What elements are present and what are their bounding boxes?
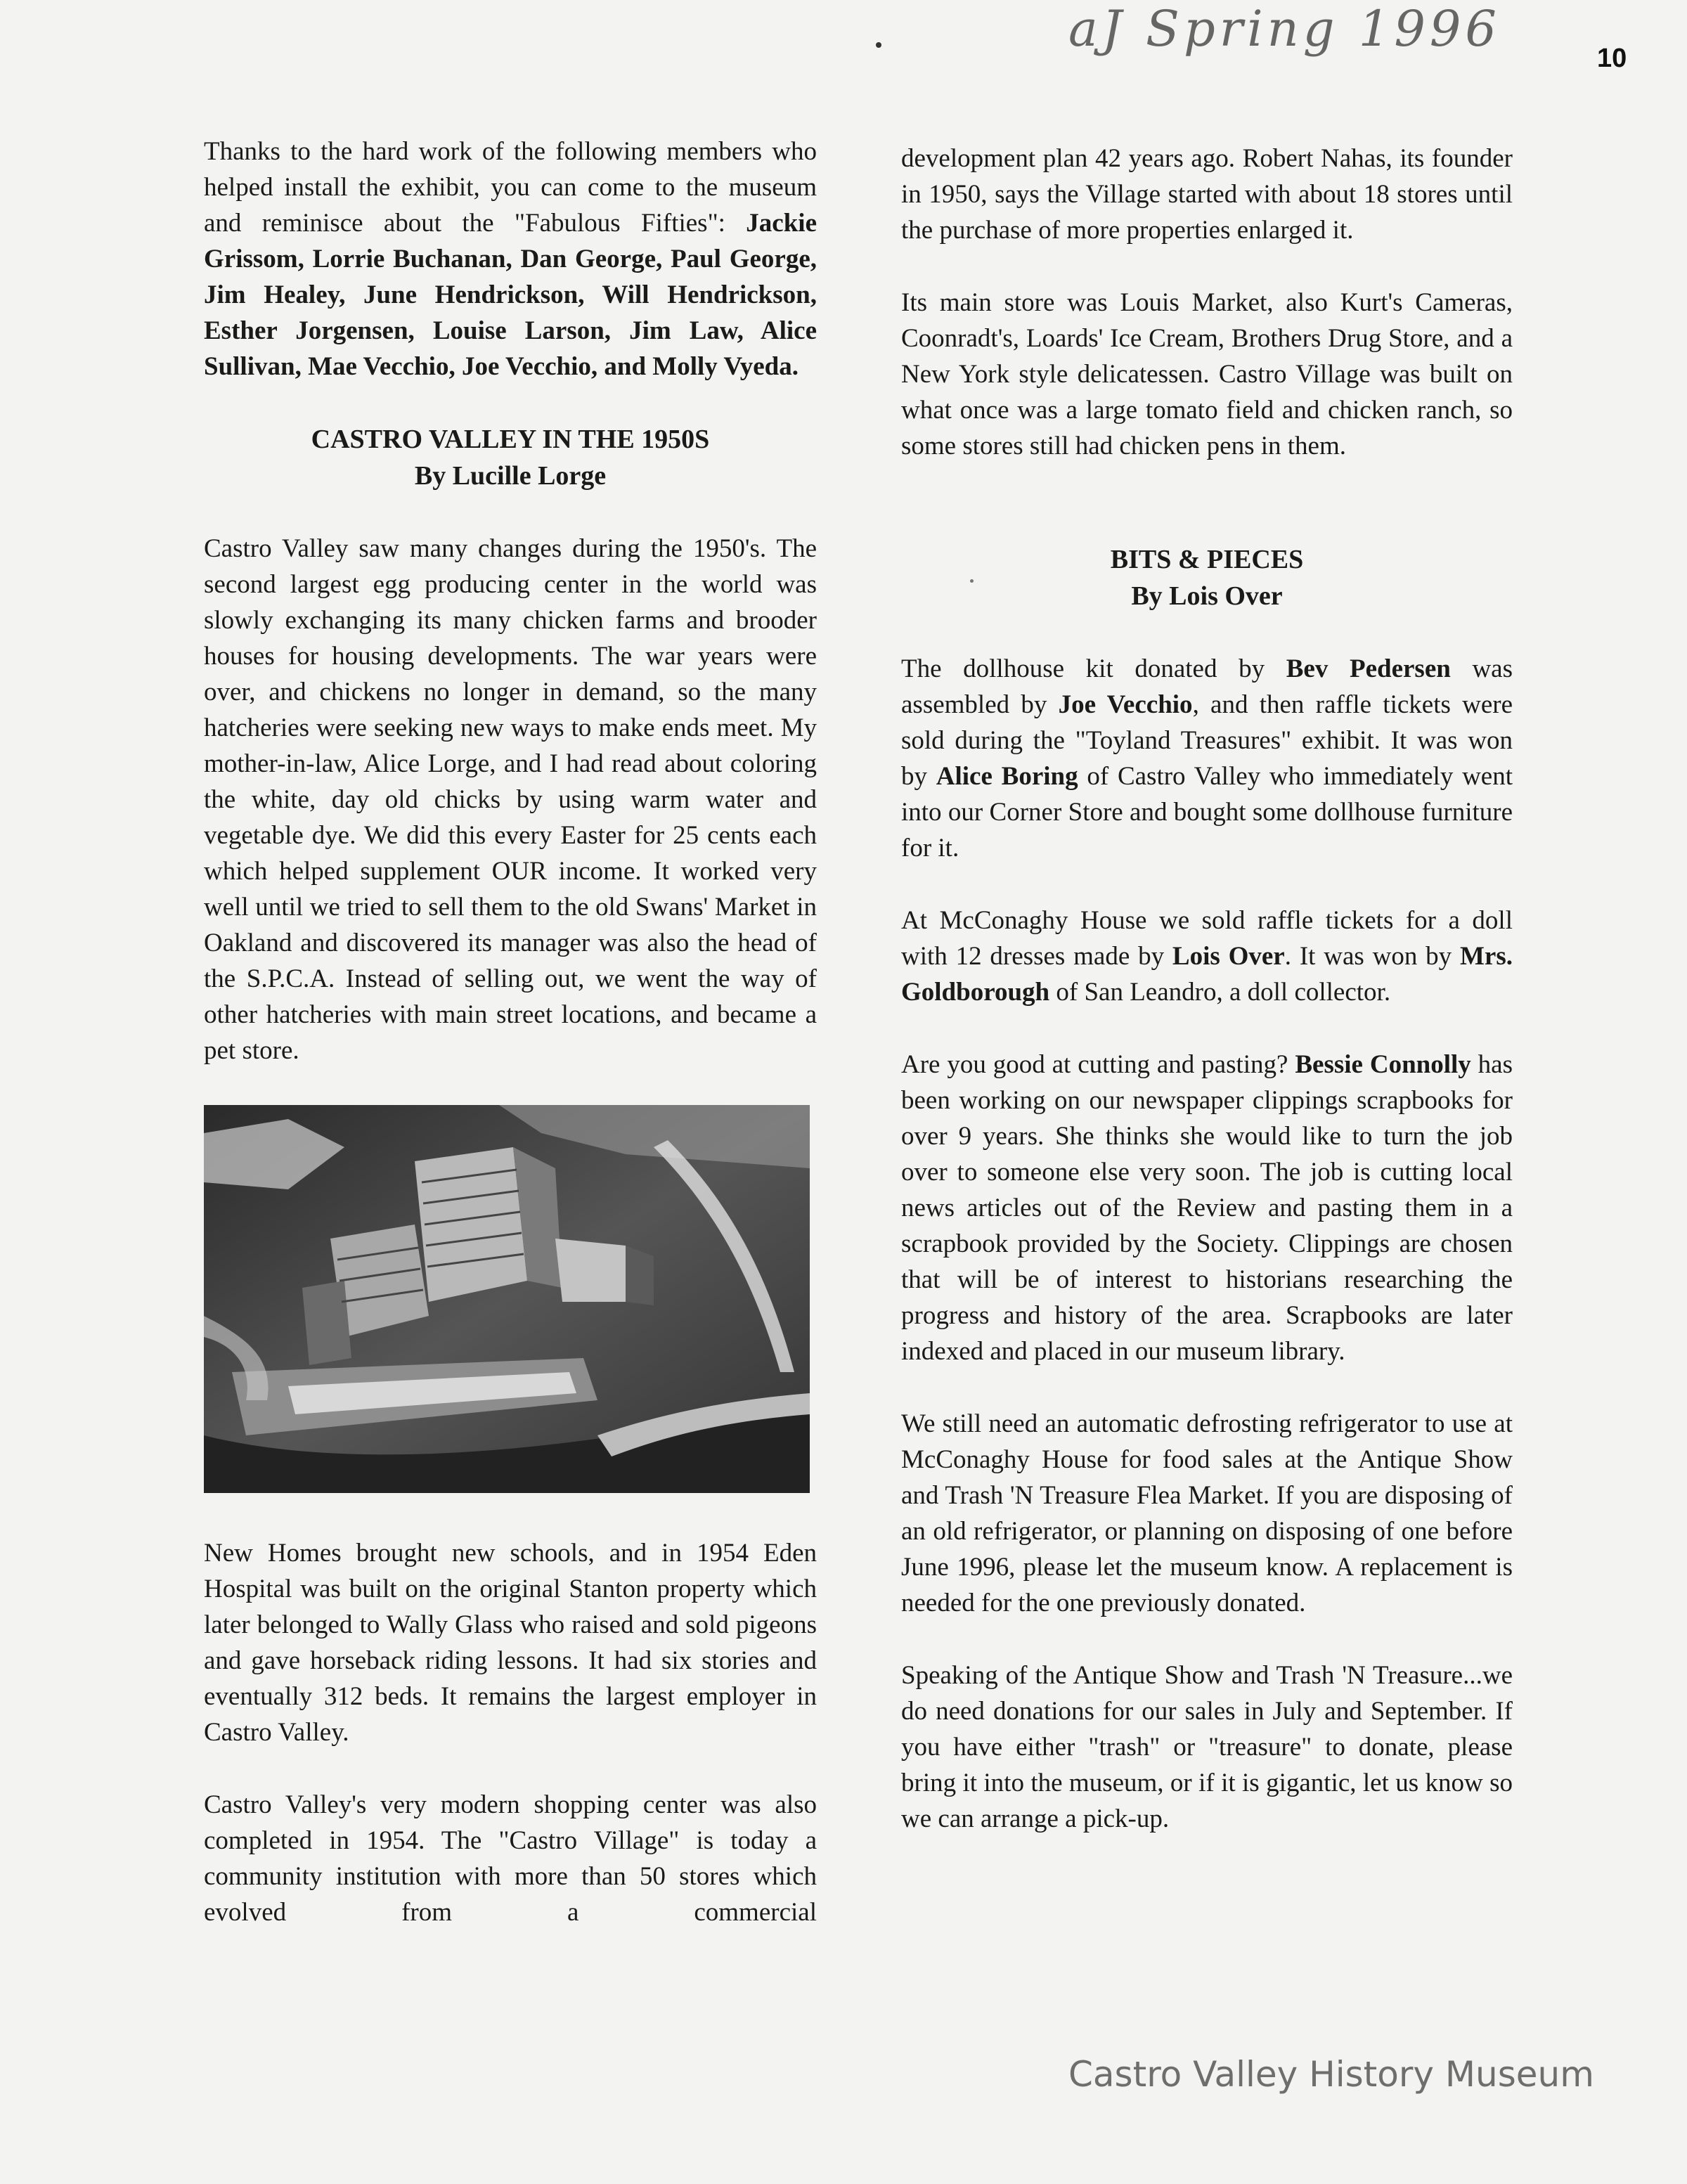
scan-speck [876,42,881,48]
article-paragraph: Castro Valley saw many changes during the 1950's. The second largest egg producing center in the world was slowly exchanging its many chicken farms and brooder houses for housing developments. The war years were over, and chickens no longer in demand, so the many hatcheries were seeking new ways to make ends meet. My mother-in-law, Alice Lorge, and I had read about coloring the white, day old chicks by using warm water and vegetable dye. We did this every Easter for 25 cents each which helped supplement OUR income. It worked very well until we tried to sell them to the old Swans' Market in Oakland and discovered its manager was also the head of the S.P.C.A. Instead of selling out, we went the way of other hatcheries with main street locations, and became a pet store. [204,534,817,1065]
text-run: has been working on our newspaper clippings scrapbooks for over 9 years. She thinks she would like to turn the job over to someone else very soon. The job is cutting local news articles out of the Review and pasting them in a scrapbook provided by the Society. Clippings are chosen that will be of interest to historians researching the progress and history of the area. Scrapbooks are later indexed and placed in our museum library. [901,1050,1513,1366]
text-run: The dollhouse kit donated by [901,654,1286,683]
article-title: CASTRO VALLEY IN THE 1950S [311,425,710,454]
page-number: 10 [1597,44,1627,73]
text-run: of Castro Valley who immediately went into our Corner Store and bought some dollhouse furniture for it. [901,762,1513,862]
scrapbook-paragraph [901,1047,1513,1369]
text-run: , and then raffle tickets were sold during the "Toyland Treasures" exhibit. It was won by [901,690,1513,791]
text-run: of San Leandro, a doll collector. [1049,978,1391,1007]
museum-watermark: Castro Valley History Museum [1068,2054,1594,2095]
bits-pieces-byline: By Lois Over [1131,581,1283,611]
text-run: was assembled by [901,654,1513,719]
donations-paragraph: Speaking of the Antique Show and Trash 'N Treasure...we do need donations for our sales in July and September. If you have either "trash" or "treasure" to donate, please bring it into the museum, or if it is gigantic, let us know so we can arrange a pick-up. [901,1661,1513,1833]
donor-name: Bev Pedersen [1286,654,1451,683]
article-continuation: development plan 42 years ago. Robert Nahas, its founder in 1950, says the Village started with about 18 stores until the purchase of more properties enlarged it. [901,144,1513,245]
member-names: Jackie Grissom, Lorrie Buchanan, Dan George, Paul George, Jim Healey, June Hendrickson, Will Hendrickson, Esther Jorgensen, Louise Larson, Jim Law, Alice Sullivan, Mae Vecchio, Joe Vecchio, and Molly Vyeda. [204,209,817,381]
maker-name: Lois Over [1172,942,1285,971]
article-byline: By Lucille Lorge [414,461,607,491]
text-run: At McConaghy House we sold raffle tickets for a doll with 12 dresses made by [901,906,1513,971]
article-continuation: Its main store was Louis Market, also Kurt's Cameras, Coonradt's, Loards' Ice Cream, Brothers Drug Store, and a New York style delicatessen. Castro Village was built on what once was a large tomato field and chicken ranch, so some stores still had chicken pens in them. [901,288,1513,460]
bits-pieces-title: BITS & PIECES [1110,545,1304,574]
article-paragraph: Castro Valley's very modern shopping center was also completed in 1954. The "Castro Village" is today a community institution with more than 50 stores which evolved from a commercial [204,1790,817,1927]
winner-name: Alice Boring [936,762,1078,791]
aerial-photo-eden-hospital [204,1105,810,1493]
refrigerator-paragraph: We still need an automatic defrosting refrigerator to use at McConaghy House for food sales at the Antique Show and Trash 'N Treasure Flea Market. If you are disposing of an old refrigerator, or planning on disposing of one before June 1996, please let the museum know. A replacement is needed for the one previously donated. [901,1409,1513,1617]
winner-name: Mrs. Goldborough [901,942,1513,1007]
volunteer-name: Bessie Connolly [1295,1050,1471,1079]
handwritten-note: aJ Spring 1996 [1068,0,1501,58]
assembler-name: Joe Vecchio [1058,690,1193,719]
right-column [901,141,1513,1873]
intro-paragraph [204,134,817,385]
doll-raffle-paragraph [901,903,1513,1010]
intro-text: Thanks to the hard work of the following members who helped install the exhibit, you can come to the museum and reminisce about the "Fabulous Fifties": [204,137,817,238]
article-paragraph: New Homes brought new schools, and in 1954 Eden Hospital was built on the original Stanton property which later belonged to Wally Glass who raised and sold pigeons and gave horseback riding lessons. It had six stories and eventually 312 beds. It remains the largest employer in Castro Valley. [204,1539,817,1747]
aerial-photo-graphic [204,1105,810,1493]
text-run: . It was won by [1284,942,1460,971]
text-run: Are you good at cutting and pasting? [901,1050,1295,1079]
dollhouse-paragraph [901,651,1513,866]
left-column [204,134,817,1967]
